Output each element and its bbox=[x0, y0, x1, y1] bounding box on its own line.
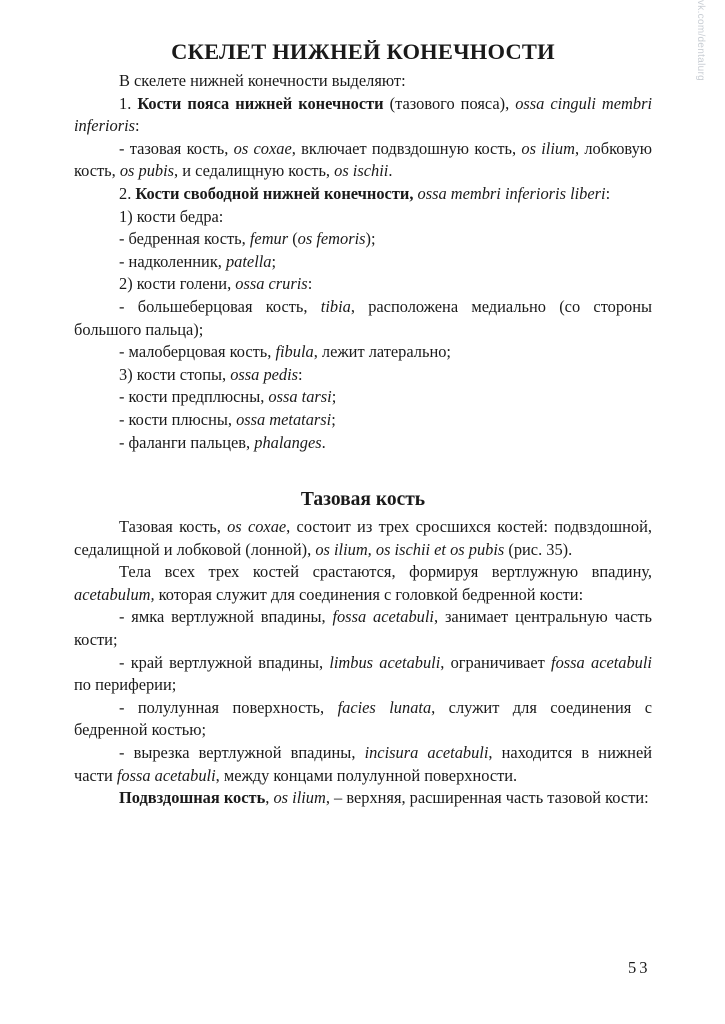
list-line-leg: 2) кости голени, ossa cruris: bbox=[119, 274, 313, 294]
list-line-femur: - бедренная кость, femur (os femoris); bbox=[119, 229, 376, 249]
paragraph-acetabulum: Тела всех трех костей срастаются, формируя вертлужную впадину, acetabulum, которая служит для соединения с головкой бедренной кости: bbox=[74, 562, 652, 604]
paragraph-coxae: Тазовая кость, os coxae, состоит из трех сросшихся костей: подвздошной, седалищной и лобковой (лонной), os ilium, os ischii et os pubis (рис. 35). bbox=[74, 517, 653, 559]
intro-paragraph: В скелете нижней конечности выделяют: bbox=[119, 71, 406, 90]
item-coxal-bone: - тазовая кость, os coxae, включает подвздошную кость, os ilium, лобковую кость, os pubis, и седалищную кость, os ischii. bbox=[74, 138, 653, 181]
paragraph-facies: - полулунная поверхность, facies lunata, служит для соединения с бедренной костью; bbox=[74, 697, 652, 740]
list-line-phalanges: - фаланги пальцев, phalanges. bbox=[119, 432, 326, 452]
list-line-fibula: - малоберцовая кость, fibula, лежит латерально; bbox=[119, 342, 451, 362]
page-number: 53 bbox=[628, 958, 651, 977]
paragraph-limbus: - край вертлужной впадины, limbus acetabuli, ограничивает fossa acetabuli по периферии; bbox=[74, 652, 652, 695]
list-line-thigh: 1) кости бедра: bbox=[119, 206, 224, 226]
paragraph-ilium: Подвздошная кость, os ilium, – верхняя, расширенная часть тазовой кости: bbox=[119, 788, 649, 808]
list-line-foot: 3) кости стопы, ossa pedis: bbox=[119, 364, 303, 384]
list-line-tibia: - большеберцовая кость, tibia, расположена медиально (со стороны большого пальца); bbox=[74, 296, 653, 339]
list-line-tarsus: - кости предплюсны, ossa tarsi; bbox=[119, 387, 337, 407]
list-line-metatarsus: - кости плюсны, ossa metatarsi; bbox=[119, 409, 336, 429]
paragraph-fossa: - ямка вертлужной впадины, fossa acetabuli, занимает центральную часть кости; bbox=[74, 607, 653, 650]
paragraph-incisura: - вырезка вертлужной впадины, incisura acetabuli, находится в нижней части fossa acetabuli, между концами полулунной поверхности. bbox=[74, 743, 652, 785]
section-title-lower-limb: СКЕЛЕТ НИЖНЕЙ КОНЕЧНОСТИ bbox=[171, 39, 555, 64]
watermark: vk.com/dentalurg bbox=[695, 0, 706, 81]
list-line-patella: - надколенник, patella; bbox=[119, 251, 277, 271]
item-girdle: 1. Кости пояса нижней конечности (тазового пояса), ossa cinguli membri inferioris: bbox=[74, 93, 652, 136]
item-free-limb: 2. Кости свободной нижней конечности, ossa membri inferioris liberi: bbox=[119, 183, 611, 203]
page-content bbox=[74, 36, 652, 810]
section-title-coxal-bone: Тазовая кость bbox=[300, 489, 426, 511]
